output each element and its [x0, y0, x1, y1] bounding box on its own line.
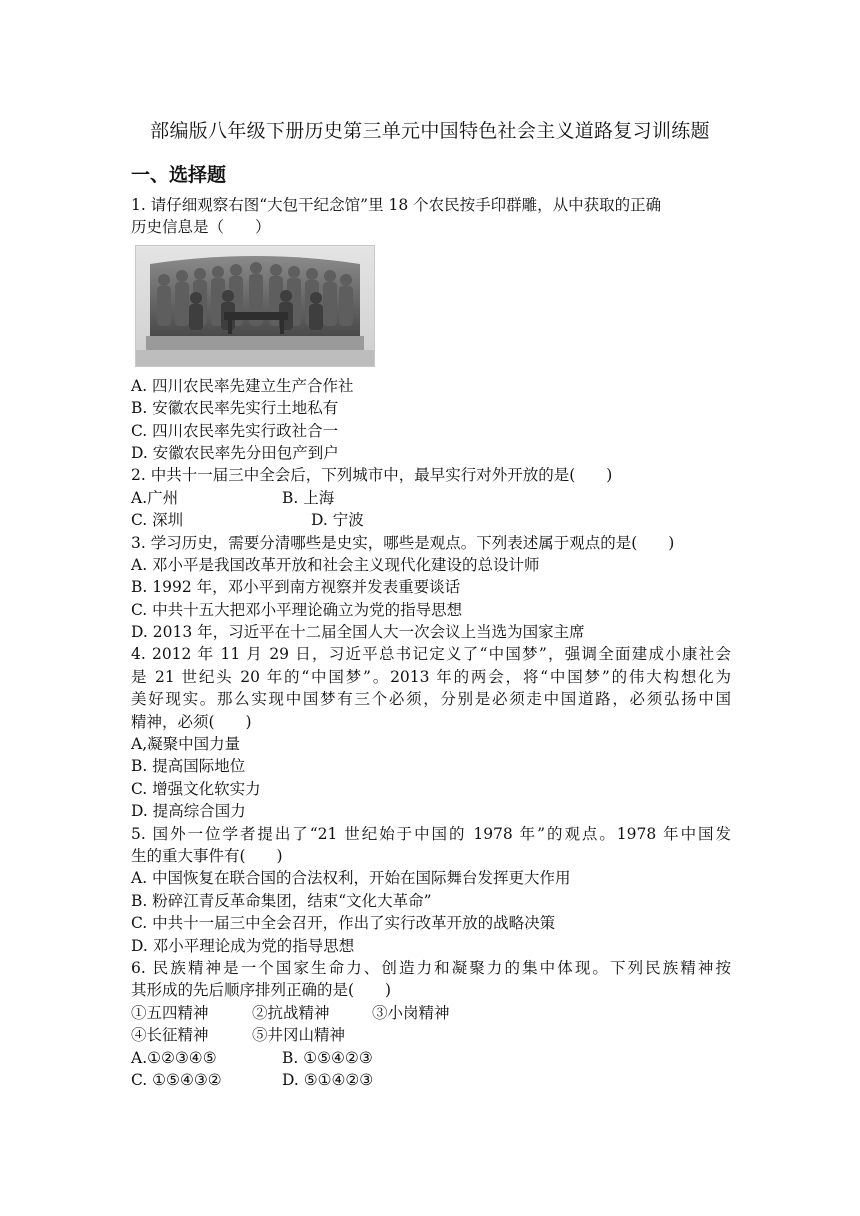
item-3: ③小岗精神 — [372, 1003, 450, 1022]
item-5: ⑤井冈山精神 — [252, 1026, 346, 1045]
option-d: D. ⑤①④②③ — [282, 1070, 374, 1089]
question-4-stem-line: 美好现实。那么实现中国梦有三个必须，分别是必须走中国道路，必须弘扬中国 — [131, 690, 731, 709]
option-c: C. ①⑤④③② — [131, 1070, 222, 1089]
option-b: B. 粉碎江青反革命集团，结束“文化大革命” — [131, 891, 432, 910]
option-a: A. 中国恢复在联合国的合法权利，开始在国际舞台发挥更大作用 — [131, 869, 571, 888]
item-1: ①五四精神 — [131, 1003, 209, 1022]
option-d: D. 安徽农民率先分田包产到户 — [131, 443, 339, 462]
question-3-stem: 3. 学习历史，需要分清哪些是史实，哪些是观点。下列表述属于观点的是( ) — [131, 533, 675, 552]
item-row — [131, 1024, 731, 1046]
question-3 — [131, 532, 731, 644]
option-a: A.广州 — [131, 488, 179, 507]
item-2: ②抗战精神 — [252, 1003, 330, 1022]
option-c: C. 深圳 — [131, 511, 184, 530]
option-c: C. 中共十一届三中全会召开，作出了实行改革开放的战略决策 — [131, 914, 556, 933]
option-b: B. ①⑤④②③ — [282, 1048, 373, 1067]
option-d: D. 宁波 — [311, 511, 364, 530]
question-1-stem-line: 1. 请仔细观察右图“大包干纪念馆”里 18 个农民按手印群雕，从中获取的正确 — [131, 196, 662, 214]
sculpture-photo — [135, 245, 375, 367]
option-c: C. 增强文化软实力 — [131, 779, 261, 798]
option-b: B. 上海 — [282, 488, 335, 507]
question-2-stem: 2. 中共十一届三中全会后，下列城市中，最早实行对外开放的是( ) — [131, 466, 613, 485]
option-b: B. 提高国际地位 — [131, 757, 246, 776]
option-a: A. 四川农民率先建立生产合作社 — [131, 376, 354, 395]
option-c: C. 中共十五大把邓小平理论确立为党的指导思想 — [131, 600, 463, 619]
question-6 — [131, 957, 731, 1091]
question-5-stem-line: 5. 国外一位学者提出了“21 世纪始于中国的 1978 年”的观点。1978 年中国发 — [131, 824, 731, 843]
question-5 — [131, 823, 731, 957]
question-1-stem-line: 历史信息是（ ） — [131, 218, 271, 237]
option-d: D. 邓小平理论成为党的指导思想 — [131, 936, 355, 955]
question-6-stem-line: 其形成的先后顺序排列正确的是( ) — [131, 981, 392, 1000]
question-5-stem-line: 生的重大事件有( ) — [131, 846, 283, 865]
question-4-stem-line: 是 21 世纪头 20 年的“中国梦”。2013 年的两会，将“中国梦”的伟大构想化为 — [131, 667, 731, 686]
option-row — [131, 1047, 731, 1069]
question-6-stem-line: 6. 民族精神是一个国家生命力、创造力和凝聚力的集中体现。下列民族精神按 — [131, 958, 731, 977]
option-a: A. 邓小平是我国改革开放和社会主义现代化建设的总设计师 — [131, 555, 540, 574]
option-row — [131, 487, 731, 509]
question-2 — [131, 464, 731, 531]
question-4 — [131, 643, 731, 822]
option-a: A.①②③④⑤ — [131, 1048, 217, 1067]
option-b: B. 1992 年，邓小平到南方视察并发表重要谈话 — [131, 578, 461, 597]
option-b: B. 安徽农民率先实行土地私有 — [131, 399, 339, 418]
question-4-stem-line: 精神，必须( ) — [131, 712, 252, 731]
question-4-stem-line: 4. 2012 年 11 月 29 日，习近平总书记定义了“中国梦”，强调全面建成小康社会 — [131, 645, 731, 664]
question-list — [131, 194, 731, 1091]
option-d: D. 提高综合国力 — [131, 802, 246, 821]
document-title: 部编版八年级下册历史第三单元中国特色社会主义道路复习训练题 — [150, 120, 710, 142]
option-c: C. 四川农民率先实行政社合一 — [131, 421, 339, 440]
section-heading: 一、选择题 — [131, 164, 227, 186]
option-d: D. 2013 年，习近平在十二届全国人大一次会议上当选为国家主席 — [131, 623, 585, 642]
item-4: ④长征精神 — [131, 1026, 209, 1045]
option-row — [131, 1069, 731, 1091]
option-row — [131, 509, 731, 531]
item-row — [131, 1002, 731, 1024]
question-1 — [131, 194, 731, 464]
option-a: A,凝聚中国力量 — [131, 735, 241, 754]
